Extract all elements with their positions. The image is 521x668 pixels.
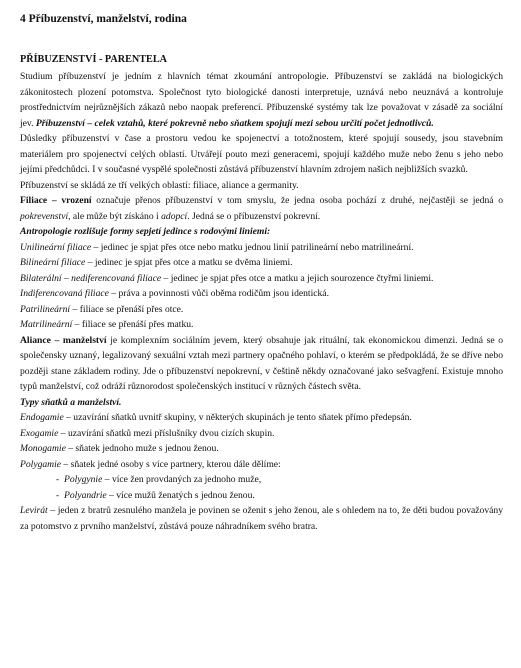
paragraph-areas: Příbuzenství se skládá ze tří velkých oblastí: filiace, aliance a germanity. [20,179,299,191]
list-item [20,255,503,271]
forms-heading: Antropologie rozlišuje formy sepjetí jedince s rodovými liniemi: [20,226,271,237]
filiace-text-1: označuje přenos příbuzenství v tom smyslu, že jedna osoba pochází z druhé, nejčastěji se jedná o [91,195,503,206]
form-desc: – práva a povinnosti vůči oběma rodičům jsou identická. [108,288,329,299]
form-term: Patrilineární [20,303,71,315]
aliance-text: je komplexním sociálním jevem, který obsahuje jak rituální, tak ekonomickou dimenzi. Jedná se o společensky uznaný, legalizovaný sexuální vztah mezi partnery opačného pohlaví, o kterém se předpokládá, že se dříve nebo později stane základem rodiny. Jde o příbuzenství nepokrevní, v češtině někdy označované jako sešvagření. Existuje mnoho typů manželství, což odráží různorodost společenských institucí v různých částech světa. [20,334,503,392]
type-term: Polygamie [20,458,62,470]
type-desc: – uzavírání sňatků mezi příslušníky dvou cizích skupin. [58,427,275,439]
form-term: Matrilineární [20,319,73,330]
levirat-text: – jeden z bratrů zesnulého manžela je povinen se oženit s jeho ženou, ale s ohledem na to, že děti budou považovány za potomstvo z prvního manželství, zůstává pouze náhradníkem svého bratra. [20,505,503,532]
form-desc: – filiace se přenáší přes otce. [70,303,184,315]
levirat-term: Levirát [20,505,48,516]
forms-list [20,240,503,333]
list-item [20,457,503,473]
type-desc: – uzavírání sňatků uvnitř skupiny, v některých skupinách je tento sňatek přímo předepsán. [63,412,412,423]
dash-bullet: - [56,474,60,485]
chapter-title: 4 Příbuzenství, manželství, rodina [20,13,187,25]
form-term: Indiferencovaná filiace [20,288,109,299]
section-title: PŘÍBUZENSTVÍ - PARENTELA [20,54,167,65]
type-term: Endogamie [20,412,64,423]
list-item [20,426,503,442]
paragraph-intro [20,69,503,131]
form-term: Bilaterální – nediferencovaná filiace [20,272,162,284]
form-desc: – jedinec je spjat přes otce nebo matku jednou linií patrilineární nebo matrilineární. [91,241,414,253]
subtype-term: Polyandrie [64,489,107,501]
filiace-text-3: . Jedná se o příbuzenství pokrevní. [187,210,321,222]
form-desc: – jedinec je spjat přes otce a matku a jejich sourozence čtyřmi liniemi. [161,272,434,284]
paragraph-levirat [20,503,503,534]
form-term: Unilineární filiace [20,241,92,253]
paragraph-intro-text: Studium příbuzenství je jedním z hlavních témat zkoumání antropologie. Příbuzenství se zakládá na biologických zákonitostech plození potomstva. Společnost tyto biologické danosti interpretuje, uznává nebo neuznává a kontroluje prostřednictvím nejrůznějších zákazů nebo naopak preferencí. Příbuzenské systémy tak lze považovat v zásadě za sociální jev. [20,71,503,129]
form-desc: – filiace se přenáší přes matku. [72,319,194,330]
list-item [38,488,503,504]
filiace-adopci: adopcí [161,210,188,222]
subtype-desc: – více mužů ženatých s jednou ženou. [106,489,255,501]
kinship-definition: Příbuzenství – celek vztahů, které pokrevně nebo sňatkem spojují mezi sebou určití počet jednotlivců. [35,117,434,129]
subtype-term: Polygynie [64,474,103,485]
aliance-term: Aliance – manželství [20,334,107,346]
type-desc: – sňatek jednoho muže s jednou ženou. [65,443,219,454]
dash-bullet: - [56,489,60,501]
subtype-desc: – více žen provdaných za jednoho muže, [102,474,262,485]
list-item [38,472,503,488]
filiace-term: Filiace – vrození [20,195,92,206]
list-item [20,441,503,457]
list-item [20,240,503,256]
list-item [20,317,503,333]
types-heading: Typy sňatků a manželství. [20,396,122,408]
type-term: Monogamie [20,443,66,454]
polygamy-subtypes [38,472,503,503]
filiace-pokrevenstvi: pokrevenství [20,210,69,222]
list-item [20,302,503,318]
type-desc: – sňatek jedné osoby s více partnery, kterou dále dělíme: [61,458,281,470]
filiace-text-2: , ale může být získáno i [68,210,162,222]
list-item [20,271,503,287]
paragraph-aliance [20,333,503,395]
form-desc: – jedinec je spjat přes otce a matku se dvěma liniemi. [85,257,293,268]
paragraph-consequences: Důsledky příbuzenství v čase a prostoru vedou ke spojenectví a totožnostem, které spojují sousedy, jsou stavebním materiálem pro spojenectví celých oblastí. Utvářejí pouto mezi generacemi, spojují každého muže nebo ženu s jeho nebo jejími předchůdci. I v současné vyspělé společnosti zůstává příbuzenství hlavním zdrojem našich nejbližších svazků. [20,133,503,175]
list-item [20,410,503,426]
paragraph-filiace [20,193,503,224]
list-item [20,286,503,302]
form-term: Bilineární filiace [20,257,86,268]
types-list [20,410,503,472]
type-term: Exogamie [20,427,59,439]
